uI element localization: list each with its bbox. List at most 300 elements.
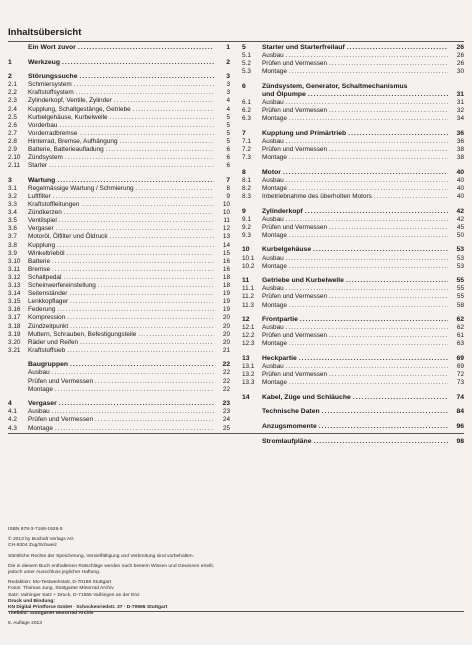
middle-divider [8,433,464,434]
toc-entry-title: Zündsystem [28,154,63,162]
dot-leader [286,138,448,146]
toc-entry-page: 3 [226,89,230,97]
toc-section-heading[interactable] [242,355,464,363]
dot-leader [329,107,448,115]
toc-entry[interactable] [242,216,464,224]
toc-entry-page: 55 [456,277,464,285]
toc-section-heading[interactable] [242,408,464,416]
toc-entry-number: 3.11 [8,265,20,273]
toc-entry-number: 1 [8,58,12,66]
toc-entry-title: Regelmässige Wartung / Schmierung [28,184,134,192]
dot-leader [289,154,448,162]
toc-section-heading[interactable] [242,246,464,254]
dot-leader [74,81,214,89]
toc-entry[interactable] [242,363,464,371]
toc-entry-title: Zylinderkopf, Ventile, Zylinder [28,97,112,105]
toc-entry-page: 31 [456,99,464,107]
toc-section-heading[interactable] [8,361,230,369]
toc-entry-title: Frontpartie [262,316,298,324]
toc-entry-title: Ausbau [262,215,284,223]
toc-entry-page: 22 [222,361,230,369]
toc-entry[interactable] [242,379,464,387]
dot-leader [286,285,448,293]
toc-entry-title: Hinterrad, Bremse, Aufhängung [28,137,118,145]
toc-entry-number: 2.11 [8,162,20,170]
dot-leader [57,177,214,185]
toc-entry[interactable] [8,369,230,377]
toc-entry-number: 6 [242,82,246,90]
imprint-line: Fotos: Thomas Jung, Stuttgarter Motorrad Archiv [8,586,114,592]
dot-leader [49,162,214,170]
toc-entry-number: 2.5 [8,113,17,121]
toc-entry[interactable] [242,324,464,332]
imprint-line: Sämtliche Rechte der Speicherung, Vervielfältigung und Verbreitung sind vorbehalten. [8,553,194,559]
toc-entry-title: Prüfen und Vermessen [28,416,94,424]
toc-entry-page: 19 [222,298,230,306]
imprint-line: Satz: Vaihinger Satz + Druck, D-71665 Vaihingen an der Enz [8,592,140,598]
dot-leader [329,332,448,340]
toc-entry-page: 22 [222,377,230,385]
toc-entry-number: 5.1 [242,52,251,60]
toc-entry-number: 3 [8,176,12,184]
toc-entry-page: 19 [222,306,230,314]
toc-entry-page: 9 [226,193,230,200]
toc-entry[interactable] [8,114,230,122]
toc-entry-page: 62 [456,324,464,332]
toc-section-heading[interactable] [242,130,464,138]
page-title: Inhaltsübersicht [8,27,82,38]
toc-entry[interactable] [8,89,230,97]
toc-entry-page: 20 [222,314,230,322]
toc-entry-page: 58 [456,301,464,309]
toc-entry[interactable] [242,60,464,68]
toc-entry[interactable] [242,185,464,193]
dot-leader [329,371,448,379]
imprint-line: 5. Auflage 2013 [8,621,42,627]
toc-entry[interactable] [8,323,230,331]
toc-entry[interactable] [8,250,230,258]
toc-entry-number: 12 [242,316,250,324]
toc-section-heading[interactable] [8,400,230,408]
dot-leader [79,73,214,81]
toc-entry[interactable] [8,416,230,424]
toc-section-heading[interactable] [242,91,464,99]
toc-entry[interactable] [8,425,230,433]
toc-entry-title: Zündkerzen [28,209,62,217]
dot-leader [289,302,448,310]
toc-entry[interactable] [8,122,230,130]
toc-entry-number: 3.17 [8,314,21,322]
toc-section-heading[interactable] [242,208,464,216]
toc-entry-number: 3.2 [8,193,17,200]
dot-leader [136,185,214,193]
toc-entry[interactable] [8,347,230,355]
toc-entry-number: 3.5 [8,217,17,225]
toc-entry[interactable] [8,97,230,105]
dot-leader [289,340,448,348]
toc-entry[interactable] [242,224,464,232]
toc-entry-title: Wartung [28,176,56,184]
toc-entry-page: 63 [456,340,464,348]
toc-section-heading[interactable] [242,423,464,431]
toc-entry[interactable] [242,263,464,271]
toc-entry-page: 5 [226,129,230,137]
toc-entry[interactable] [8,314,230,322]
toc-entry-page: 16 [222,257,230,265]
toc-entry-number: 11 [242,277,250,285]
dot-leader [65,154,214,162]
toc-entry[interactable] [8,274,230,282]
toc-entry-number: 3.4 [8,209,17,217]
toc-entry-number: 3.6 [8,225,17,233]
toc-entry[interactable] [8,408,230,416]
toc-entry[interactable] [8,185,230,193]
toc-section-heading[interactable] [242,438,464,446]
toc-entry-title: Montage [262,184,287,192]
dot-leader [67,250,214,258]
toc-entry-title: Seitenständer [28,290,68,298]
toc-entry-number: 7.1 [242,137,251,145]
toc-entry-title: Winkeltrieböl [28,249,65,257]
imprint-block [8,527,448,628]
toc-entry-title: Stromlaufpläne [262,437,312,445]
toc-entry[interactable] [8,106,230,114]
bottom-divider [8,611,464,612]
toc-entry-title: Ausbau [28,408,50,416]
toc-entry[interactable] [242,340,464,348]
dot-leader [329,293,448,301]
toc-entry-page: 4 [226,97,230,105]
toc-entry-title: Ausbau [262,285,284,293]
toc-entry-page: 6 [226,146,230,154]
toc-entry-title: Montage [262,115,287,123]
dot-leader [120,138,214,146]
toc-entry-title: Muttern, Schrauben, Befestigungsteile [28,330,137,338]
toc-entry-page: 11 [223,217,230,225]
toc-entry-page: 5 [226,137,230,145]
dot-leader [95,378,214,386]
dot-leader [98,282,214,290]
toc-entry-page: 19 [222,290,230,298]
dot-leader [64,209,214,217]
toc-entry[interactable] [8,258,230,266]
toc-entry-title: Zündsystem, Generator, Schaltmechanismus [262,82,408,90]
toc-entry-number: 2.7 [8,129,17,137]
toc-entry[interactable] [242,107,464,115]
dot-leader [286,324,448,332]
toc-entry[interactable] [8,290,230,298]
toc-entry-number: 8.2 [242,184,251,192]
dot-leader [106,146,214,154]
dot-leader [114,97,214,105]
toc-entry-number: 4.3 [8,424,17,432]
toc-section-heading[interactable] [242,83,464,91]
toc-entry-number: 6.3 [242,115,251,123]
toc-entry-title: Montage [262,301,287,309]
toc-entry-page: 20 [222,322,230,330]
toc-entry-page: 34 [456,115,464,123]
toc-section-heading[interactable] [8,59,230,67]
toc-entry-title: Ausbau [262,324,284,332]
toc-entry-title: Prüfen und Vermessen [262,223,328,231]
toc-entry[interactable] [242,177,464,185]
dot-leader [286,216,448,224]
toc-entry-number: 3.1 [8,184,17,192]
toc-entry-title: Prüfen und Vermessen [262,371,328,379]
toc-entry-page: 14 [222,241,230,249]
toc-entry-page: 5 [226,113,230,121]
toc-section-heading[interactable] [242,277,464,285]
toc-entry-number: 3.20 [8,338,21,346]
toc-entry[interactable] [242,232,464,240]
toc-section-heading[interactable] [242,316,464,324]
dot-leader [78,44,214,52]
toc-entry[interactable] [8,339,230,347]
toc-entry-title: Montage [28,424,53,432]
toc-entry[interactable] [242,193,464,201]
toc-entry[interactable] [8,81,230,89]
toc-entry-page: 69 [456,363,464,371]
toc-entry[interactable] [8,282,230,290]
dot-leader [57,306,214,314]
toc-entry-page: 26 [456,60,464,68]
toc-entry-page: 3 [226,81,230,89]
toc-entry-number: 11.3 [242,301,254,309]
dot-leader [299,355,448,363]
toc-entry-title: Kompression [28,314,66,322]
imprint-line: © 2013 by Buchalt Verlags AG [8,537,74,543]
dot-leader [289,232,448,240]
toc-entry-number: 9.3 [242,231,251,239]
toc-entry-number: 13 [242,355,250,362]
toc-entry[interactable] [8,378,230,386]
toc-entry[interactable] [8,162,230,170]
imprint-line: KN Digital Printforce GmbH · Schockenriedstr. 37 · D-70565 Stuttgart [8,605,168,611]
toc-entry-number: 7.2 [242,146,251,154]
toc-entry-number: 2.6 [8,121,17,129]
toc-entry-number: 7 [242,129,246,137]
toc-entry-page: 24 [222,416,230,424]
dot-leader [286,255,448,263]
dot-leader [55,386,214,394]
toc-entry-title: Ausbau [262,254,284,262]
toc-entry[interactable] [8,138,230,146]
toc-entry-title: Kupplung [28,241,56,249]
toc-entry-page: 55 [456,285,464,293]
toc-entry-number: 4.1 [8,408,17,416]
dot-leader [305,208,448,216]
toc-entry-page: 12 [222,225,230,233]
toc-entry[interactable] [242,138,464,146]
toc-entry-number: 4.2 [8,416,17,424]
dot-leader [374,193,448,201]
toc-entry-title: Batterie [28,257,51,265]
toc-entry[interactable] [8,233,230,241]
toc-entry-number: 12.3 [242,340,255,348]
toc-entry-title: Motor [262,168,281,176]
dot-leader [346,277,448,285]
dot-leader [138,331,214,339]
toc-entry-number: 3.14 [8,290,21,298]
dot-leader [308,91,448,99]
toc-entry-number: 8.3 [242,193,251,200]
toc-entry-title: Kraftstoffsystem [28,89,74,97]
toc-entry[interactable] [242,302,464,310]
toc-entry-title: Vorderradbremse [28,129,78,137]
toc-right-column [242,44,464,446]
toc-entry-title: Montage [262,340,287,348]
toc-entry[interactable] [8,386,230,394]
dot-leader [70,298,214,306]
toc-entry-page: 55 [456,293,464,301]
toc-entry-page: 20 [222,338,230,346]
imprint-line: CH-6304 Zug/Schweiz [8,543,57,549]
toc-entry-page: 31 [456,90,464,98]
toc-entry-title: Baugruppen [28,361,69,369]
toc-entry[interactable] [8,266,230,274]
imprint-line: Druck und Bindung: [8,598,55,604]
toc-entry-page: 10 [222,209,230,217]
dot-leader [52,266,214,274]
dot-leader [286,52,448,60]
dot-leader [283,169,448,177]
dot-leader [319,423,448,431]
toc-section-heading[interactable] [242,394,464,402]
dot-leader [133,106,214,114]
toc-entry[interactable] [242,99,464,107]
toc-entry-number: 2.8 [8,137,17,145]
toc-left-column [8,44,230,433]
dot-leader [289,263,448,271]
dot-leader [289,68,448,76]
toc-entry-title: Prüfen und Vermessen [262,293,328,301]
toc-entry-title: und Ölpumpe [262,90,306,98]
dot-leader [289,379,448,387]
imprint-line: Titelbild: Stuttgarter Motorrad Archiv [8,611,94,617]
toc-entry-title: Ausbau [28,369,50,377]
toc-entry-page: 10 [222,201,230,209]
toc-entry-number: 5.2 [242,60,251,68]
toc-section-heading[interactable] [242,169,464,177]
toc-entry-page: 98 [456,437,464,445]
toc-entry-page: 96 [456,423,464,431]
toc-entry-number: 13.3 [242,379,255,387]
toc-section-heading[interactable] [8,44,230,52]
toc-entry[interactable] [8,242,230,250]
toc-entry-number: 2.3 [8,97,17,105]
dot-leader [60,122,215,130]
dot-leader [52,369,214,377]
toc-entry-number: 2.4 [8,105,17,113]
toc-entry[interactable] [242,293,464,301]
toc-entry-title: Kurbelgehäuse, Kurbelwelle [28,113,108,121]
toc-section-heading[interactable] [8,177,230,185]
toc-entry[interactable] [242,332,464,340]
toc-entry[interactable] [8,193,230,201]
toc-entry-title: Ein Wort zuvor [28,44,76,51]
toc-entry[interactable] [8,306,230,314]
toc-entry-title: Anzugsmomente [262,423,317,431]
imprint-line: jedoch unter Ausschluss jeglicher Haftung. [8,570,101,576]
toc-entry[interactable] [8,146,230,154]
toc-entry[interactable] [8,217,230,225]
toc-entry[interactable] [8,209,230,217]
toc-entry-page: 38 [456,154,464,162]
toc-entry-number: 5.3 [242,68,251,76]
toc-entry[interactable] [242,52,464,60]
toc-entry-page: 21 [222,346,230,354]
toc-entry[interactable] [242,68,464,76]
toc-entry-number: 8 [242,168,246,176]
toc-section-heading[interactable] [8,73,230,81]
toc-entry-number: 10.1 [242,254,255,262]
toc-entry-title: Zylinderkopf [262,207,303,215]
toc-entry-title: Prüfen und Vermessen [28,377,94,385]
dot-leader [79,130,214,138]
toc-entry[interactable] [242,255,464,263]
imprint-line: ISBN 978-3-7168-1926-5 [8,527,63,532]
dot-leader [55,425,214,433]
toc-section-heading[interactable] [242,44,464,52]
toc-entry-title: Inbetriebnahme des überholten Motors [262,193,372,200]
toc-entry-title: Technische Daten [262,408,320,416]
toc-entry-page: 53 [456,254,464,262]
toc-entry[interactable] [8,154,230,162]
toc-entry-number: 3.18 [8,322,21,330]
toc-entry[interactable] [8,201,230,209]
toc-entry-number: 3.8 [8,241,17,249]
toc-entry[interactable] [242,154,464,162]
dot-leader [329,224,448,232]
toc-entry[interactable] [242,146,464,154]
toc-entry-number: 3.16 [8,306,21,314]
dot-leader [286,99,448,107]
toc-entry-page: 3 [226,73,230,81]
toc-entry[interactable] [8,331,230,339]
toc-entry[interactable] [8,130,230,138]
toc-entry-title: Vergaser [28,400,57,408]
toc-entry[interactable] [242,285,464,293]
toc-entry-title: Kabel, Züge und Schläuche [262,393,351,401]
dot-leader [52,408,214,416]
toc-entry-page: 18 [222,282,230,290]
dot-leader [348,130,448,138]
toc-entry-number: 13.2 [242,371,255,379]
toc-entry-page: 53 [456,246,464,254]
dot-leader [67,347,214,355]
toc-entry-title: Starter [28,162,48,170]
toc-entry-page: 16 [222,265,230,273]
toc-entry-page: 4 [226,105,230,113]
toc-entry[interactable] [242,115,464,123]
toc-entry-title: Ausbau [262,176,284,184]
toc-entry-title: Scheinwerfereinstellung [28,282,96,290]
toc-entry-title: Ausbau [262,99,284,107]
toc-entry-page: 84 [456,408,464,416]
toc-entry-page: 18 [222,273,230,281]
toc-entry-page: 25 [222,424,230,432]
toc-entry-page: 42 [456,215,464,223]
toc-entry-title: Kraftstoffleitungen [28,201,80,209]
dot-leader [286,363,448,371]
toc-entry-number: 12.2 [242,332,255,340]
toc-entry[interactable] [242,371,464,379]
toc-entry[interactable] [8,298,230,306]
toc-entry-title: Motoröl, Ölfilter und Öldruck [28,233,108,241]
dot-leader [81,201,214,209]
toc-entry-title: Ausbau [262,137,284,145]
toc-entry-title: Getriebe und Kurbelwelle [262,277,344,285]
